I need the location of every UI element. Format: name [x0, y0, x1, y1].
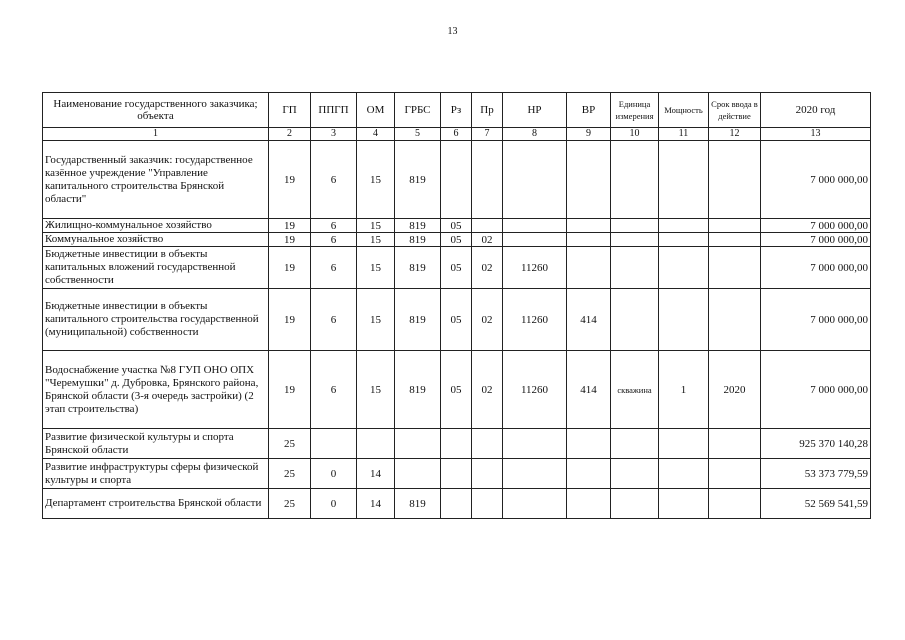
cell-om [357, 429, 395, 459]
cell-nr [503, 429, 567, 459]
cell-unit [611, 219, 659, 233]
cell-om: 15 [357, 247, 395, 289]
cell-ppgp: 6 [311, 351, 357, 429]
column-number: 13 [761, 128, 871, 141]
cell-capacity [659, 233, 709, 247]
cell-unit [611, 247, 659, 289]
cell-unit [611, 289, 659, 351]
cell-capacity [659, 289, 709, 351]
cell-ppgp: 0 [311, 489, 357, 519]
cell-pr: 02 [472, 247, 503, 289]
header-cell: Мощность [659, 93, 709, 128]
cell-grbs: 819 [395, 489, 441, 519]
cell-commission-year [709, 233, 761, 247]
cell-vr [567, 489, 611, 519]
cell-om: 15 [357, 141, 395, 219]
cell-om: 14 [357, 489, 395, 519]
cell-capacity: 1 [659, 351, 709, 429]
cell-pr: 02 [472, 351, 503, 429]
table-row [43, 351, 871, 429]
cell-rz: 05 [441, 219, 472, 233]
cell-capacity [659, 429, 709, 459]
cell-amount-2020: 7 000 000,00 [761, 233, 871, 247]
cell-amount-2020: 7 000 000,00 [761, 141, 871, 219]
cell-rz [441, 429, 472, 459]
cell-unit [611, 141, 659, 219]
cell-unit [611, 233, 659, 247]
cell-ppgp: 6 [311, 141, 357, 219]
cell-amount-2020: 925 370 140,28 [761, 429, 871, 459]
cell-rz [441, 459, 472, 489]
cell-nr [503, 233, 567, 247]
table-row [43, 247, 871, 289]
table-row [43, 219, 871, 233]
cell-commission-year [709, 141, 761, 219]
cell-gp: 19 [269, 289, 311, 351]
cell-gp: 19 [269, 233, 311, 247]
cell-grbs: 819 [395, 219, 441, 233]
cell-pr [472, 489, 503, 519]
cell-gp: 19 [269, 247, 311, 289]
cell-rz [441, 141, 472, 219]
header-cell: ППГП [311, 93, 357, 128]
cell-om: 15 [357, 233, 395, 247]
cell-grbs [395, 459, 441, 489]
cell-commission-year [709, 429, 761, 459]
cell-vr [567, 141, 611, 219]
cell-unit: скважина [611, 351, 659, 429]
cell-amount-2020: 7 000 000,00 [761, 247, 871, 289]
cell-gp: 19 [269, 219, 311, 233]
cell-om: 15 [357, 219, 395, 233]
header-cell: Срок ввода в действие [709, 93, 761, 128]
cell-unit [611, 489, 659, 519]
cell-commission-year [709, 289, 761, 351]
cell-vr: 414 [567, 289, 611, 351]
cell-name: Коммунальное хозяйство [43, 233, 269, 247]
cell-rz [441, 489, 472, 519]
column-number: 8 [503, 128, 567, 141]
cell-vr [567, 429, 611, 459]
cell-capacity [659, 489, 709, 519]
cell-grbs: 819 [395, 233, 441, 247]
column-number: 10 [611, 128, 659, 141]
cell-pr: 02 [472, 233, 503, 247]
header-cell: Единица измерения [611, 93, 659, 128]
cell-nr [503, 459, 567, 489]
cell-commission-year [709, 219, 761, 233]
cell-gp: 19 [269, 141, 311, 219]
cell-rz: 05 [441, 351, 472, 429]
header-cell: ГРБС [395, 93, 441, 128]
column-number: 6 [441, 128, 472, 141]
cell-nr [503, 141, 567, 219]
cell-nr [503, 489, 567, 519]
cell-vr [567, 219, 611, 233]
cell-om: 15 [357, 351, 395, 429]
cell-capacity [659, 247, 709, 289]
cell-name: Бюджетные инвестиции в объекты капитального строительства государственной (муниципальной) собственности [43, 289, 269, 351]
cell-amount-2020: 7 000 000,00 [761, 351, 871, 429]
cell-name: Государственный заказчик: государственное казённое учреждение "Управление капитального строительства Брянской области" [43, 141, 269, 219]
cell-unit [611, 429, 659, 459]
column-number-row [43, 128, 871, 141]
cell-rz: 05 [441, 233, 472, 247]
table-row [43, 141, 871, 219]
header-cell: Рз [441, 93, 472, 128]
cell-nr [503, 219, 567, 233]
cell-rz: 05 [441, 289, 472, 351]
cell-ppgp: 6 [311, 233, 357, 247]
cell-pr [472, 459, 503, 489]
column-number: 5 [395, 128, 441, 141]
cell-capacity [659, 141, 709, 219]
column-number: 3 [311, 128, 357, 141]
cell-amount-2020: 7 000 000,00 [761, 289, 871, 351]
header-cell: ГП [269, 93, 311, 128]
cell-amount-2020: 52 569 541,59 [761, 489, 871, 519]
cell-nr: 11260 [503, 247, 567, 289]
cell-vr [567, 247, 611, 289]
table-row [43, 233, 871, 247]
cell-pr [472, 429, 503, 459]
column-number: 9 [567, 128, 611, 141]
cell-ppgp: 6 [311, 247, 357, 289]
cell-name: Жилищно-коммунальное хозяйство [43, 219, 269, 233]
cell-name: Развитие физической культуры и спорта Брянской области [43, 429, 269, 459]
cell-ppgp: 6 [311, 289, 357, 351]
column-number: 4 [357, 128, 395, 141]
cell-vr: 414 [567, 351, 611, 429]
header-cell: ОМ [357, 93, 395, 128]
cell-grbs: 819 [395, 247, 441, 289]
cell-ppgp: 6 [311, 219, 357, 233]
cell-amount-2020: 7 000 000,00 [761, 219, 871, 233]
cell-om: 14 [357, 459, 395, 489]
cell-commission-year [709, 459, 761, 489]
column-number: 1 [43, 128, 269, 141]
column-number: 7 [472, 128, 503, 141]
table-row [43, 289, 871, 351]
cell-ppgp [311, 429, 357, 459]
cell-grbs: 819 [395, 141, 441, 219]
column-number: 11 [659, 128, 709, 141]
cell-name: Развитие инфраструктуры сферы физической культуры и спорта [43, 459, 269, 489]
cell-vr [567, 459, 611, 489]
cell-name: Водоснабжение участка №8 ГУП ОНО ОПХ "Черемушки" д. Дубровка, Брянского района, Брянской области (3-я очередь застройки) (2 этап строительства) [43, 351, 269, 429]
cell-vr [567, 233, 611, 247]
column-number: 2 [269, 128, 311, 141]
header-cell: Наименование государственного заказчика; объекта [43, 93, 269, 128]
cell-pr [472, 219, 503, 233]
budget-table [42, 92, 871, 519]
header-cell: Пр [472, 93, 503, 128]
cell-amount-2020: 53 373 779,59 [761, 459, 871, 489]
cell-om: 15 [357, 289, 395, 351]
page-number: 13 [447, 26, 458, 37]
cell-gp: 19 [269, 351, 311, 429]
table-row [43, 459, 871, 489]
cell-pr [472, 141, 503, 219]
cell-name: Бюджетные инвестиции в объекты капитальных вложений государственной собственности [43, 247, 269, 289]
header-cell: ВР [567, 93, 611, 128]
cell-gp: 25 [269, 459, 311, 489]
cell-capacity [659, 219, 709, 233]
cell-capacity [659, 459, 709, 489]
cell-gp: 25 [269, 489, 311, 519]
cell-commission-year: 2020 [709, 351, 761, 429]
column-number: 12 [709, 128, 761, 141]
cell-name: Департамент строительства Брянской области [43, 489, 269, 519]
cell-ppgp: 0 [311, 459, 357, 489]
cell-nr: 11260 [503, 351, 567, 429]
cell-grbs: 819 [395, 351, 441, 429]
cell-rz: 05 [441, 247, 472, 289]
cell-grbs: 819 [395, 289, 441, 351]
cell-pr: 02 [472, 289, 503, 351]
table-row [43, 429, 871, 459]
header-cell: 2020 год [761, 93, 871, 128]
cell-unit [611, 459, 659, 489]
cell-commission-year [709, 247, 761, 289]
table-row [43, 489, 871, 519]
cell-gp: 25 [269, 429, 311, 459]
cell-commission-year [709, 489, 761, 519]
cell-nr: 11260 [503, 289, 567, 351]
header-row [43, 93, 871, 128]
header-cell: НР [503, 93, 567, 128]
cell-grbs [395, 429, 441, 459]
